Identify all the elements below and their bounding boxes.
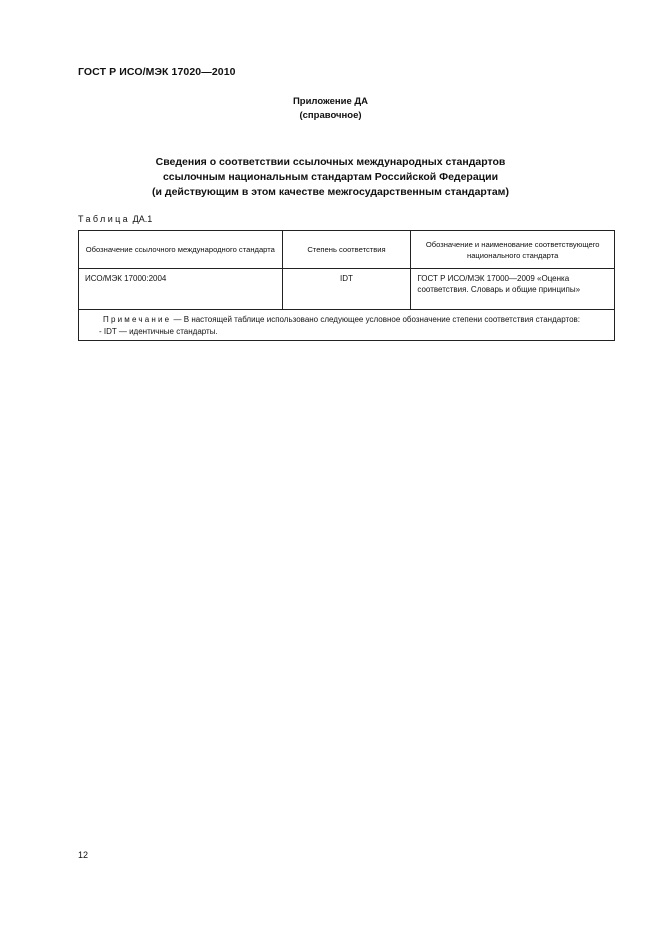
annex-subtitle: (справочное) (299, 110, 362, 121)
table-caption-number: ДА.1 (132, 214, 153, 224)
annex-heading-line: ссылочным национальным стандартам Российской Федерации (162, 171, 499, 183)
column-header-degree: Степень соответствия (282, 231, 411, 269)
cell-international-standard: ИСО/МЭК 17000:2004 (79, 269, 283, 310)
note-text (85, 314, 608, 326)
annex-heading-line: Сведения о соответствии ссылочных международных стандартов (155, 156, 506, 168)
column-header-international: Обозначение ссылочного международного стандарта (79, 231, 283, 269)
annex-label-block (0, 95, 661, 123)
page-number: 12 (78, 850, 89, 860)
table-note (79, 310, 615, 341)
annex-heading (0, 155, 661, 200)
cell-national-standard: ГОСТ Р ИСО/МЭК 17000—2009 «Оценка соответствия. Словарь и общие принципы» (411, 269, 615, 310)
table-caption-label: Таблица (78, 214, 131, 224)
table-caption (78, 214, 152, 224)
column-header-national: Обозначение и наименование соответствующего национального стандарта (411, 231, 615, 269)
annex-title: Приложение ДА (292, 96, 369, 107)
correspondence-table (78, 230, 615, 341)
note-body: — В настоящей таблице использовано следующее условное обозначение степени соответствия стандартов: (171, 315, 580, 324)
note-label: Примечание (103, 315, 172, 324)
table-row (79, 269, 615, 310)
note-list-item: - IDT — идентичные стандарты. (99, 326, 218, 336)
annex-heading-line: (и действующим в этом качестве межгосударственным стандартам) (152, 186, 509, 198)
table-note-row (79, 310, 615, 341)
document-id-header: ГОСТ Р ИСО/МЭК 17020—2010 (78, 66, 236, 78)
table-header-row (79, 231, 615, 269)
cell-degree: IDT (282, 269, 411, 310)
